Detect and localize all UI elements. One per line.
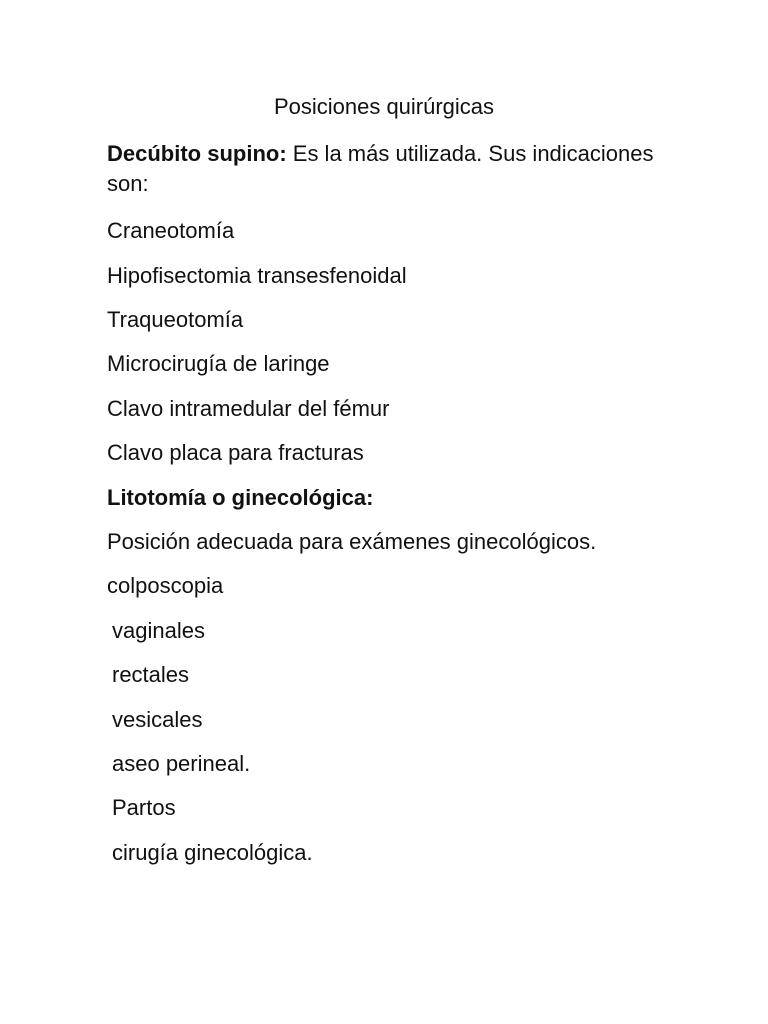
list-item: vaginales [112,618,205,643]
list-item: colposcopia [107,573,224,598]
section-lithotomy-intro: Posición adecuada para exámenes ginecológicos. [107,529,597,554]
list-item: rectales [112,662,190,687]
list-item: Clavo placa para fracturas [107,440,364,465]
list-item: vesicales [112,707,203,732]
page-title: Posiciones quirúrgicas [273,94,495,119]
list-item: Microcirugía de laringe [107,351,330,376]
list-item: Hipofisectomia transesfenoidal [107,263,407,288]
list-item: Traqueotomía [107,307,244,332]
section-supine-paragraph [107,139,667,199]
list-item: Craneotomía [107,218,235,243]
section-supine-intro: Es la más utilizada. Sus indicaciones son: [107,141,654,196]
section-supine-heading: Decúbito supino: [107,141,287,166]
list-item: cirugía ginecológica. [112,840,313,865]
list-item: Partos [112,795,176,820]
section-lithotomy-heading: Litotomía o ginecológica: [107,485,374,510]
list-item: Clavo intramedular del fémur [107,396,390,421]
list-item: aseo perineal. [112,751,251,776]
